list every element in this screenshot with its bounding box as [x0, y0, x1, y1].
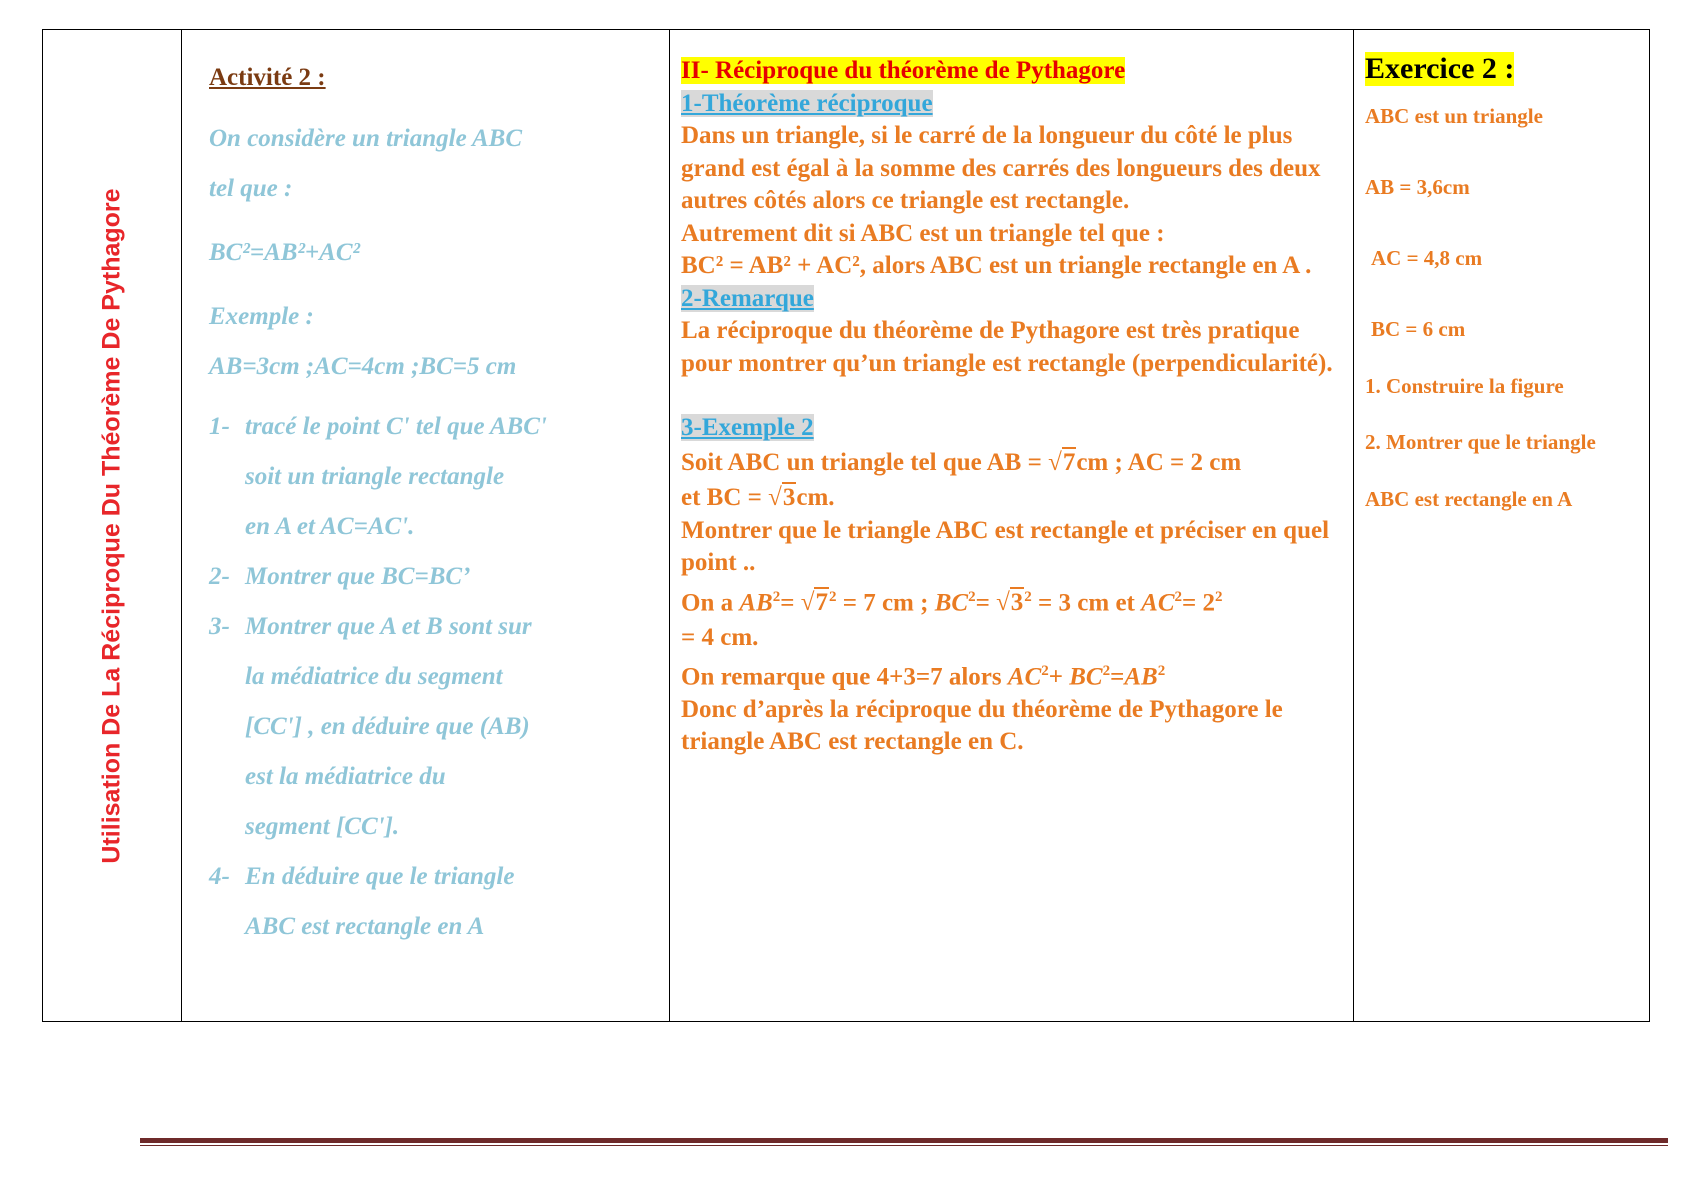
- theorem-text-2: Autrement dit si ABC est un triangle tel que :: [681, 219, 1165, 247]
- exercise-line-7: ABC est rectangle en A: [1365, 487, 1573, 511]
- list-item: 1- tracé le point C' tel que ABC' soit un triangle rectangle en A et AC=AC'.: [209, 413, 547, 540]
- sqrt-symbol: √7: [1048, 448, 1076, 476]
- footer-divider-thin: [140, 1145, 1668, 1146]
- exercise-line-1: ABC est un triangle: [1365, 104, 1543, 128]
- activity-cell: [182, 30, 670, 1021]
- example-line-6: Donc d’après la réciproque du théorème de Pythagore le triangle ABC est rectangle en C.: [681, 695, 1283, 756]
- exercise-line-5: 1. Construire la figure: [1365, 374, 1564, 398]
- theorem-subheading-1: 1-Théorème réciproque: [681, 89, 933, 117]
- activity-question-list: [209, 402, 669, 952]
- example-line-5: On remarque que 4+3=7 alors $AC^2+ BC^2=AB^2$: [681, 662, 1166, 691]
- list-item: 4- En déduire que le triangle ABC est rectangle en A: [209, 863, 515, 940]
- exercise-line-2: AB = 3,6cm: [1365, 175, 1470, 199]
- exercise-cell: [1354, 30, 1649, 1021]
- theorem-subheading-3: 3-Exemple 2: [681, 414, 814, 441]
- list-item: 2- Montrer que BC=BC’: [209, 563, 471, 590]
- theorem-text-1: Dans un triangle, si le carré de la longueur du côté le plus grand est égal à la somme des carrés des longueurs des deux autres côtés alors ce triangle est rectangle.: [681, 122, 1321, 214]
- exercise-line-6: 2. Montrer que le triangle: [1365, 430, 1596, 454]
- list-item: 3- Montrer que A et B sont sur la médiatrice du segment [CC'] , en déduire que (AB) est la médiatrice du segment [CC'].: [209, 613, 532, 840]
- example-line-3: Montrer que le triangle ABC est rectangle et préciser en quel point ..: [681, 516, 1330, 576]
- theorem-text-3: BC² = AB² + AC², alors ABC est un triangle rectangle en A .: [681, 252, 1312, 279]
- footer-divider: [140, 1138, 1668, 1143]
- exercise-line-3: AC = 4,8 cm: [1371, 246, 1483, 270]
- activity-intro-2: tel que :: [209, 175, 293, 202]
- exercise-line-4: BC = 6 cm: [1371, 317, 1466, 341]
- exercise-title: Exercice 2 :: [1365, 52, 1515, 85]
- side-title: Utilisation De La Réciproque Du Théorème De Pythagore: [97, 187, 126, 864]
- theorem-heading: II- Réciproque du théorème de Pythagore: [681, 57, 1126, 84]
- theorem-text-4: La réciproque du théorème de Pythagore est très pratique pour montrer qu’un triangle est rectangle (perpendicularité).: [681, 317, 1333, 377]
- activity-intro-1: On considère un triangle ABC: [209, 125, 523, 152]
- example-line-4: On a $AB^2= √7^2 = 7$ cm ; $BC^2= √3^2 = 3$ cm et $AC^2= 2^2$ = 4 cm.: [681, 588, 1223, 651]
- example-line-2: et BC = √3cm.: [681, 480, 1341, 515]
- theorem-subheading-2: 2-Remarque: [681, 284, 814, 312]
- activity-example-values: AB=3cm ;AC=4cm ;BC=5 cm: [209, 353, 517, 380]
- theorem-cell: [670, 30, 1354, 1021]
- lesson-table: [42, 29, 1650, 1022]
- activity-title: Activité 2 :: [209, 64, 326, 91]
- side-title-cell: [43, 30, 182, 1021]
- activity-relation: BC²=AB²+AC²: [209, 239, 361, 266]
- activity-example-label: Exemple :: [209, 303, 314, 330]
- sqrt-symbol: √3: [768, 483, 796, 511]
- example-line-1: Soit ABC un triangle tel que AB = √7cm ; AC = 2 cm: [681, 445, 1341, 480]
